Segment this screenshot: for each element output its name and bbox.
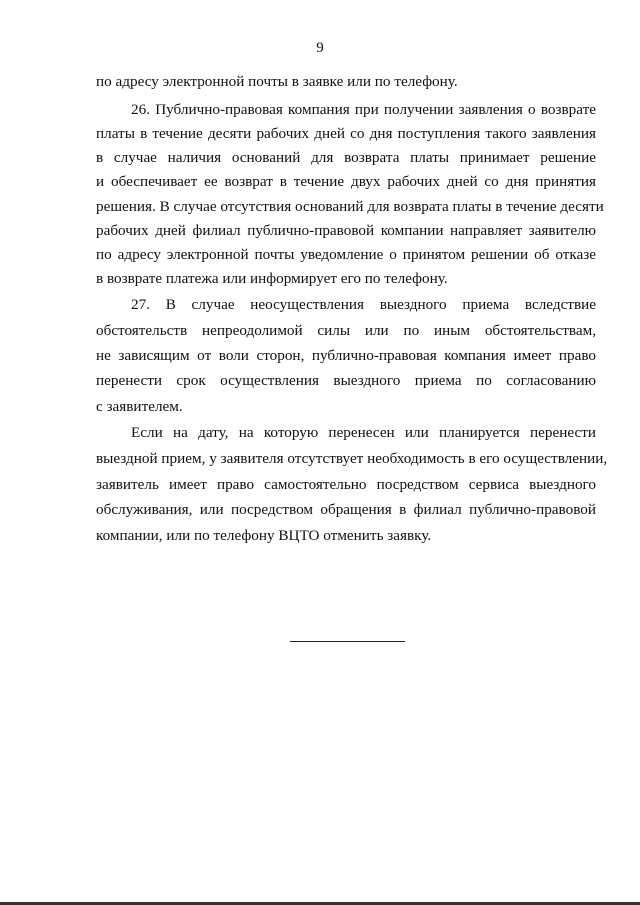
text-line: не зависящим от воли сторон, публично-правовая компания имеет право	[96, 347, 596, 364]
text-line: обстоятельств непреодолимой силы или по иным обстоятельствам,	[96, 322, 596, 339]
text-line: перенести срок осуществления выездного приема по согласованию	[96, 372, 596, 389]
text-line: платы в течение десяти рабочих дней со дня поступления такого заявления	[96, 125, 596, 142]
end-divider-line	[290, 641, 405, 642]
text-line: с заявителем.	[96, 398, 183, 415]
text-line: компании, или по телефону ВЦТО отменить заявку.	[96, 527, 432, 544]
text-line: по адресу электронной почты в заявке или по телефону.	[96, 73, 458, 90]
text-line: и обеспечивает ее возврат в течение двух рабочих дней со дня принятия	[96, 173, 596, 190]
paragraph-3-first-line: Если на дату, на которую перенесен или планируется перенести	[131, 424, 596, 441]
text-line: рабочих дней филиал публично-правовой компании направляет заявителю	[96, 222, 596, 239]
text-line: по адресу электронной почты уведомление о принятом решении об отказе	[96, 246, 596, 263]
text-line: в случае наличия оснований для возврата платы принимает решение	[96, 149, 596, 166]
text-line: решения. В случае отсутствия оснований для возврата платы в течение десяти	[96, 198, 604, 215]
page-number: 9	[316, 40, 324, 56]
paragraph-27-first-line: 27. В случае неосуществления выездного приема вследствие	[131, 296, 596, 313]
paragraph-26-first-line: 26. Публично-правовая компания при получении заявления о возврате	[131, 101, 596, 118]
text-line: заявитель имеет право самостоятельно посредством сервиса выездного	[96, 476, 596, 493]
text-line: обслуживания, или посредством обращения в филиал публично-правовой	[96, 501, 596, 518]
text-line: в возврате платежа или информирует его по телефону.	[96, 270, 448, 287]
text-line: выездной прием, у заявителя отсутствует необходимость в его осуществлении,	[96, 450, 608, 467]
